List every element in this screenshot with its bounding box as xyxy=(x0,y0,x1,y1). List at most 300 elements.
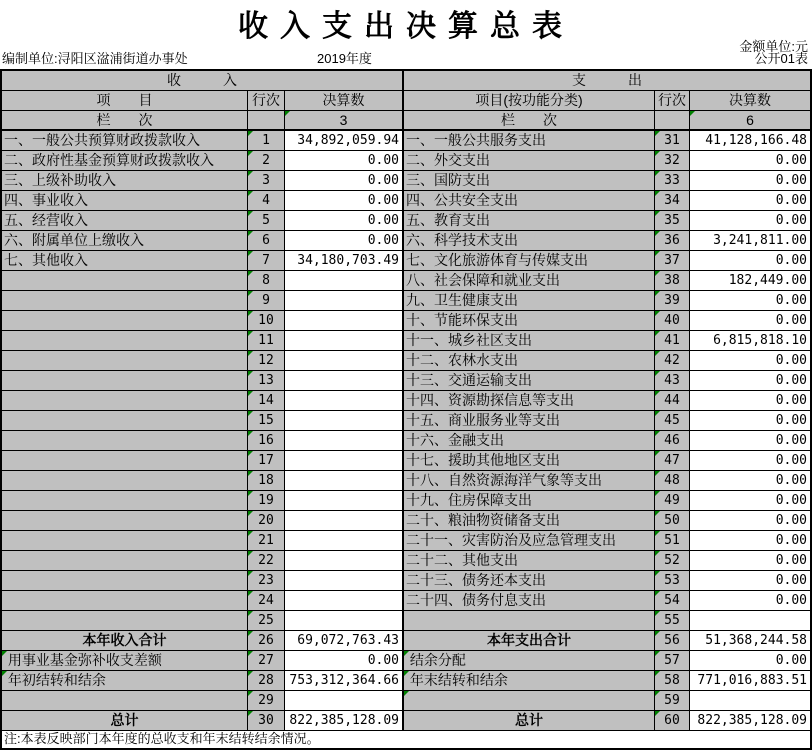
expenditure-amount-cell-text: 0.00 xyxy=(775,293,807,308)
income-item-cell xyxy=(2,351,248,371)
expenditure-item-cell-text: 十六、金融支出 xyxy=(406,432,504,448)
error-flag-icon xyxy=(248,611,253,616)
expenditure-amount-cell-text: 0.00 xyxy=(775,173,807,188)
expenditure-amount-cell xyxy=(690,331,810,351)
expenditure-band-label: 栏 次 xyxy=(501,112,557,128)
expenditure-item-cell xyxy=(403,431,655,451)
expenditure-line-cell-text: 31 xyxy=(664,133,680,148)
expenditure-item-cell-text: 总计 xyxy=(515,712,543,728)
income-line-cell xyxy=(248,671,285,691)
expenditure-item-cell-text: 年末结转和结余 xyxy=(406,672,508,688)
income-amount-cell xyxy=(285,331,403,351)
error-flag-icon xyxy=(248,491,253,496)
expenditure-line-cell xyxy=(655,231,690,251)
income-line-cell-text: 26 xyxy=(258,633,274,648)
income-line-cell xyxy=(248,251,285,271)
error-flag-icon xyxy=(655,391,660,396)
income-item-cell xyxy=(2,671,248,691)
income-line-cell-text: 8 xyxy=(262,273,270,288)
expenditure-line-cell-text: 39 xyxy=(664,293,680,308)
expenditure-amount-cell-text: 0.00 xyxy=(775,513,807,528)
expenditure-amount-cell-text: 0.00 xyxy=(775,393,807,408)
expenditure-line-cell xyxy=(655,451,690,471)
income-line-cell xyxy=(248,711,285,731)
expenditure-amount-cell-text: 0.00 xyxy=(775,453,807,468)
expenditure-amount-cell xyxy=(690,631,810,651)
income-line-cell xyxy=(248,311,285,331)
income-line-cell xyxy=(248,371,285,391)
income-amount-cell xyxy=(285,511,403,531)
error-flag-icon xyxy=(655,351,660,356)
expenditure-item-cell xyxy=(403,671,655,691)
error-flag-icon xyxy=(248,451,253,456)
expenditure-amount-cell-text: 0.00 xyxy=(775,313,807,328)
error-flag-icon xyxy=(248,331,253,336)
error-flag-icon xyxy=(655,211,660,216)
expenditure-amount-cell xyxy=(690,351,810,371)
income-item-cell-text: 总计 xyxy=(110,712,139,728)
income-item-cell xyxy=(2,431,248,451)
income-band-empty-cell xyxy=(248,111,285,131)
expenditure-line-cell-text: 53 xyxy=(664,573,680,588)
expenditure-amount-cell-text: 3,241,811.00 xyxy=(713,233,807,248)
expenditure-amount-cell-text: 0.00 xyxy=(775,433,807,448)
income-line-cell xyxy=(248,531,285,551)
error-flag-icon xyxy=(655,271,660,276)
income-line-cell xyxy=(248,571,285,591)
expenditure-item-column-label: 项目(按功能分类) xyxy=(475,92,583,108)
expenditure-line-cell-text: 35 xyxy=(664,213,680,228)
error-flag-icon xyxy=(655,311,660,316)
error-flag-icon xyxy=(655,411,660,416)
expenditure-amount-cell xyxy=(690,471,810,491)
income-item-cell xyxy=(2,171,248,191)
expenditure-line-cell xyxy=(655,411,690,431)
income-line-cell-text: 29 xyxy=(258,693,274,708)
income-amount-cell xyxy=(285,451,403,471)
income-amount-cell xyxy=(285,671,403,691)
expenditure-line-cell-text: 43 xyxy=(664,373,680,388)
expenditure-item-cell xyxy=(403,391,655,411)
income-line-cell-text: 15 xyxy=(258,413,274,428)
income-item-cell-text: 二、政府性基金预算财政拨款收入 xyxy=(4,152,214,168)
income-line-cell xyxy=(248,231,285,251)
error-flag-icon xyxy=(248,211,253,216)
expenditure-item-cell-text: 九、卫生健康支出 xyxy=(406,292,518,308)
error-flag-icon xyxy=(248,431,253,436)
error-flag-icon xyxy=(2,671,7,676)
income-section-label: 收 入 xyxy=(167,72,237,88)
error-flag-icon xyxy=(248,551,253,556)
income-line-cell xyxy=(248,471,285,491)
income-item-cell xyxy=(2,271,248,291)
expenditure-amount-cell-text: 6,815,818.10 xyxy=(713,333,807,348)
error-flag-icon xyxy=(655,631,660,636)
income-line-cell-text: 25 xyxy=(258,613,274,628)
table-header-area xyxy=(0,0,812,69)
error-flag-icon xyxy=(655,431,660,436)
error-flag-icon xyxy=(655,371,660,376)
income-line-cell-text: 3 xyxy=(262,173,270,188)
expenditure-item-cell-text: 六、科学技术支出 xyxy=(406,232,518,248)
income-amount-cell xyxy=(285,491,403,511)
income-line-cell xyxy=(248,511,285,531)
income-amount-cell xyxy=(285,651,403,671)
income-item-cell xyxy=(2,531,248,551)
expenditure-item-cell-text: 二十三、债务还本支出 xyxy=(406,572,546,588)
expenditure-line-cell xyxy=(655,491,690,511)
income-line-cell-text: 21 xyxy=(258,533,274,548)
income-line-cell xyxy=(248,411,285,431)
income-line-cell xyxy=(248,151,285,171)
expenditure-amount-cell-text: 0.00 xyxy=(775,473,807,488)
expenditure-item-cell xyxy=(403,451,655,471)
expenditure-line-cell xyxy=(655,131,690,151)
expenditure-line-cell xyxy=(655,291,690,311)
income-line-cell-text: 14 xyxy=(258,393,274,408)
income-band-label: 栏 次 xyxy=(96,112,153,128)
expenditure-item-cell xyxy=(403,571,655,591)
expenditure-line-cell-text: 37 xyxy=(664,253,680,268)
expenditure-amount-cell-text: 41,128,166.48 xyxy=(705,133,807,148)
expenditure-line-cell-text: 34 xyxy=(664,193,680,208)
income-item-cell xyxy=(2,151,248,171)
income-amount-cell xyxy=(285,371,403,391)
income-line-cell-text: 23 xyxy=(258,573,274,588)
expenditure-band-number: 6 xyxy=(746,112,754,128)
income-line-cell-text: 9 xyxy=(262,293,270,308)
expenditure-line-cell-text: 59 xyxy=(664,693,680,708)
income-amount-cell xyxy=(285,591,403,611)
error-flag-icon xyxy=(655,711,660,716)
income-item-cell xyxy=(2,391,248,411)
error-flag-icon xyxy=(655,511,660,516)
expenditure-item-cell-text: 结余分配 xyxy=(406,652,466,668)
income-line-cell-text: 12 xyxy=(258,353,274,368)
income-item-column-header xyxy=(2,91,248,111)
expenditure-amount-cell xyxy=(690,191,810,211)
error-flag-icon xyxy=(655,231,660,236)
error-flag-icon xyxy=(655,331,660,336)
expenditure-item-cell xyxy=(403,471,655,491)
expenditure-item-cell xyxy=(403,171,655,191)
income-item-cell-text: 一、一般公共预算财政拨款收入 xyxy=(4,132,200,148)
expenditure-item-cell xyxy=(403,691,655,711)
expenditure-amount-cell-text: 51,368,244.58 xyxy=(705,633,807,648)
expenditure-line-cell xyxy=(655,511,690,531)
expenditure-item-cell-text: 二、外交支出 xyxy=(406,152,490,168)
expenditure-item-cell xyxy=(403,151,655,171)
expenditure-line-cell xyxy=(655,691,690,711)
expenditure-line-cell xyxy=(655,211,690,231)
expenditure-line-cell xyxy=(655,431,690,451)
expenditure-line-cell-text: 58 xyxy=(664,673,680,688)
income-item-cell xyxy=(2,611,248,631)
income-amount-cell-text: 753,312,364.66 xyxy=(289,673,399,688)
error-flag-icon xyxy=(248,571,253,576)
expenditure-item-cell-text: 十七、援助其他地区支出 xyxy=(406,452,560,468)
income-item-cell xyxy=(2,291,248,311)
income-item-cell xyxy=(2,591,248,611)
error-flag-icon xyxy=(655,131,660,136)
error-flag-icon xyxy=(655,191,660,196)
amount-unit-note: 金额单位:元 xyxy=(739,39,808,54)
income-line-cell-text: 30 xyxy=(258,713,274,728)
income-line-cell-text: 17 xyxy=(258,453,274,468)
expenditure-line-cell xyxy=(655,631,690,651)
income-amount-cell-text: 69,072,763.43 xyxy=(297,633,399,648)
error-flag-icon xyxy=(655,251,660,256)
income-amount-cell xyxy=(285,151,403,171)
expenditure-amount-cell xyxy=(690,271,810,291)
expenditure-amount-cell-text: 0.00 xyxy=(775,553,807,568)
income-amount-cell xyxy=(285,631,403,651)
expenditure-amount-cell xyxy=(690,391,810,411)
expenditure-amount-cell-text: 0.00 xyxy=(775,593,807,608)
expenditure-item-cell xyxy=(403,351,655,371)
expenditure-item-cell-text: 一、一般公共服务支出 xyxy=(406,132,546,148)
expenditure-item-column-header xyxy=(403,91,655,111)
expenditure-item-cell-text: 十九、住房保障支出 xyxy=(406,492,532,508)
expenditure-item-cell xyxy=(403,271,655,291)
income-line-cell xyxy=(248,191,285,211)
expenditure-item-cell-text: 二十二、其他支出 xyxy=(406,552,518,568)
expenditure-item-cell xyxy=(403,131,655,151)
income-amount-cell xyxy=(285,171,403,191)
income-amount-cell xyxy=(285,471,403,491)
expenditure-line-cell-text: 45 xyxy=(664,413,680,428)
expenditure-item-cell-text: 十八、自然资源海洋气象等支出 xyxy=(406,472,602,488)
income-line-cell-text: 13 xyxy=(258,373,274,388)
expenditure-line-column-label: 行次 xyxy=(658,92,686,108)
expenditure-amount-cell xyxy=(690,691,810,711)
income-amount-column-label: 决算数 xyxy=(322,92,365,108)
income-line-cell xyxy=(248,211,285,231)
error-flag-icon xyxy=(655,651,660,656)
income-amount-cell-text: 0.00 xyxy=(367,233,399,248)
expenditure-amount-cell xyxy=(690,711,810,731)
income-line-cell xyxy=(248,591,285,611)
income-item-cell xyxy=(2,631,248,651)
expenditure-line-cell-text: 42 xyxy=(664,353,680,368)
expenditure-item-cell-text: 十二、农林水支出 xyxy=(406,352,518,368)
income-amount-cell xyxy=(285,311,403,331)
error-flag-icon xyxy=(655,291,660,296)
expenditure-line-cell-text: 38 xyxy=(664,273,680,288)
fiscal-year: 2019年度 xyxy=(317,51,372,66)
expenditure-item-cell-text: 四、公共安全支出 xyxy=(406,192,518,208)
income-amount-cell xyxy=(285,391,403,411)
error-flag-icon xyxy=(655,551,660,556)
expenditure-amount-cell xyxy=(690,131,810,151)
expenditure-amount-cell xyxy=(690,491,810,511)
expenditure-item-cell xyxy=(403,611,655,631)
expenditure-amount-cell xyxy=(690,551,810,571)
expenditure-line-cell xyxy=(655,571,690,591)
error-flag-icon xyxy=(655,591,660,596)
error-flag-icon xyxy=(655,171,660,176)
expenditure-item-cell xyxy=(403,371,655,391)
income-amount-cell xyxy=(285,131,403,151)
expenditure-amount-cell xyxy=(690,571,810,591)
income-line-cell xyxy=(248,431,285,451)
error-flag-icon xyxy=(655,531,660,536)
income-item-cell xyxy=(2,331,248,351)
income-line-column-header xyxy=(248,91,285,111)
expenditure-line-cell xyxy=(655,591,690,611)
income-item-cell xyxy=(2,651,248,671)
expenditure-amount-cell xyxy=(690,431,810,451)
income-item-cell-text: 五、经营收入 xyxy=(4,212,88,228)
expenditure-line-cell xyxy=(655,271,690,291)
income-item-cell xyxy=(2,191,248,211)
expenditure-amount-cell xyxy=(690,671,810,691)
income-item-cell xyxy=(2,231,248,251)
expenditure-line-cell-text: 41 xyxy=(664,333,680,348)
income-item-cell xyxy=(2,411,248,431)
income-line-cell-text: 5 xyxy=(262,213,270,228)
income-band-number-cell xyxy=(285,111,403,131)
income-line-cell-text: 11 xyxy=(258,333,274,348)
expenditure-line-cell xyxy=(655,331,690,351)
expenditure-amount-cell xyxy=(690,611,810,631)
error-flag-icon xyxy=(248,191,253,196)
income-line-cell xyxy=(248,491,285,511)
expenditure-amount-cell-text: 771,016,883.51 xyxy=(697,673,807,688)
income-amount-cell xyxy=(285,691,403,711)
summary-table xyxy=(0,69,812,750)
income-item-cell xyxy=(2,511,248,531)
expenditure-section-header xyxy=(403,71,810,91)
income-amount-cell xyxy=(285,411,403,431)
expenditure-line-cell xyxy=(655,651,690,671)
error-flag-icon xyxy=(655,451,660,456)
expenditure-amount-cell-text: 0.00 xyxy=(775,493,807,508)
expenditure-line-cell xyxy=(655,311,690,331)
expenditure-item-cell-text: 二十一、灾害防治及应急管理支出 xyxy=(406,532,616,548)
error-flag-icon xyxy=(248,231,253,236)
income-line-cell-text: 20 xyxy=(258,513,274,528)
error-flag-icon xyxy=(655,691,660,696)
expenditure-amount-cell xyxy=(690,511,810,531)
footnote: 注:本表反映部门本年度的总收支和年末结转结余情况。 xyxy=(2,731,810,748)
income-item-cell xyxy=(2,451,248,471)
expenditure-line-cell-text: 54 xyxy=(664,593,680,608)
income-line-cell xyxy=(248,691,285,711)
expenditure-line-cell-text: 52 xyxy=(664,553,680,568)
income-line-cell-text: 24 xyxy=(258,593,274,608)
expenditure-line-cell-text: 46 xyxy=(664,433,680,448)
expenditure-line-cell xyxy=(655,171,690,191)
expenditure-amount-cell xyxy=(690,231,810,251)
expenditure-amount-cell xyxy=(690,531,810,551)
expenditure-amount-cell-text: 0.00 xyxy=(775,353,807,368)
error-flag-icon xyxy=(248,311,253,316)
income-line-cell-text: 16 xyxy=(258,433,274,448)
expenditure-item-cell xyxy=(403,591,655,611)
expenditure-amount-cell xyxy=(690,211,810,231)
expenditure-amount-cell xyxy=(690,251,810,271)
error-flag-icon xyxy=(285,111,290,116)
expenditure-amount-cell xyxy=(690,311,810,331)
expenditure-line-cell xyxy=(655,611,690,631)
income-item-cell-text: 四、事业收入 xyxy=(4,192,88,208)
income-amount-cell xyxy=(285,431,403,451)
income-line-cell-text: 6 xyxy=(262,233,270,248)
error-flag-icon xyxy=(655,491,660,496)
error-flag-icon xyxy=(655,471,660,476)
income-line-cell-text: 1 xyxy=(262,133,270,148)
error-flag-icon xyxy=(248,251,253,256)
error-flag-icon xyxy=(248,671,253,676)
error-flag-icon xyxy=(655,151,660,156)
income-item-cell xyxy=(2,711,248,731)
income-line-cell xyxy=(248,451,285,471)
expenditure-amount-cell-text: 822,385,128.09 xyxy=(697,713,807,728)
expenditure-amount-column-header xyxy=(690,91,810,111)
expenditure-item-cell xyxy=(403,651,655,671)
expenditure-item-cell-text: 十五、商业服务业等支出 xyxy=(406,412,560,428)
table-code: 公开01表 xyxy=(754,51,808,66)
expenditure-line-cell-text: 60 xyxy=(664,713,680,728)
expenditure-amount-cell-text: 0.00 xyxy=(775,373,807,388)
expenditure-line-cell-text: 49 xyxy=(664,493,680,508)
expenditure-item-cell xyxy=(403,291,655,311)
income-line-cell-text: 7 xyxy=(262,253,270,268)
error-flag-icon xyxy=(655,671,660,676)
expenditure-item-cell xyxy=(403,231,655,251)
expenditure-item-cell xyxy=(403,311,655,331)
expenditure-amount-cell xyxy=(690,371,810,391)
income-amount-cell xyxy=(285,711,403,731)
income-amount-cell xyxy=(285,611,403,631)
expenditure-amount-cell-text: 0.00 xyxy=(775,193,807,208)
income-amount-cell-text: 0.00 xyxy=(367,653,399,668)
income-item-cell xyxy=(2,311,248,331)
income-line-cell xyxy=(248,551,285,571)
expenditure-line-cell xyxy=(655,391,690,411)
income-item-column-label: 项 目 xyxy=(96,92,153,108)
income-amount-cell-text: 34,180,703.49 xyxy=(297,253,399,268)
income-item-cell xyxy=(2,211,248,231)
prepared-by: 编制单位:浔阳区湓浦街道办事处 xyxy=(2,51,188,66)
income-item-cell xyxy=(2,471,248,491)
page-title: 收入支出决算总表 xyxy=(238,10,574,43)
expenditure-line-cell-text: 36 xyxy=(664,233,680,248)
income-band-number: 3 xyxy=(339,112,348,128)
expenditure-item-cell xyxy=(403,491,655,511)
income-amount-cell-text: 0.00 xyxy=(367,153,399,168)
income-line-cell xyxy=(248,391,285,411)
error-flag-icon xyxy=(248,651,253,656)
income-line-cell xyxy=(248,271,285,291)
expenditure-item-cell xyxy=(403,711,655,731)
error-flag-icon xyxy=(404,691,409,696)
income-line-cell-text: 19 xyxy=(258,493,274,508)
error-flag-icon xyxy=(2,651,7,656)
income-item-cell xyxy=(2,371,248,391)
income-line-cell xyxy=(248,351,285,371)
error-flag-icon xyxy=(404,651,409,656)
error-flag-icon xyxy=(248,351,253,356)
error-flag-icon xyxy=(248,531,253,536)
expenditure-line-cell-text: 40 xyxy=(664,313,680,328)
income-item-cell xyxy=(2,551,248,571)
income-item-cell xyxy=(2,491,248,511)
income-amount-cell xyxy=(285,211,403,231)
expenditure-line-cell-text: 55 xyxy=(664,613,680,628)
expenditure-amount-column-label: 决算数 xyxy=(729,92,771,108)
